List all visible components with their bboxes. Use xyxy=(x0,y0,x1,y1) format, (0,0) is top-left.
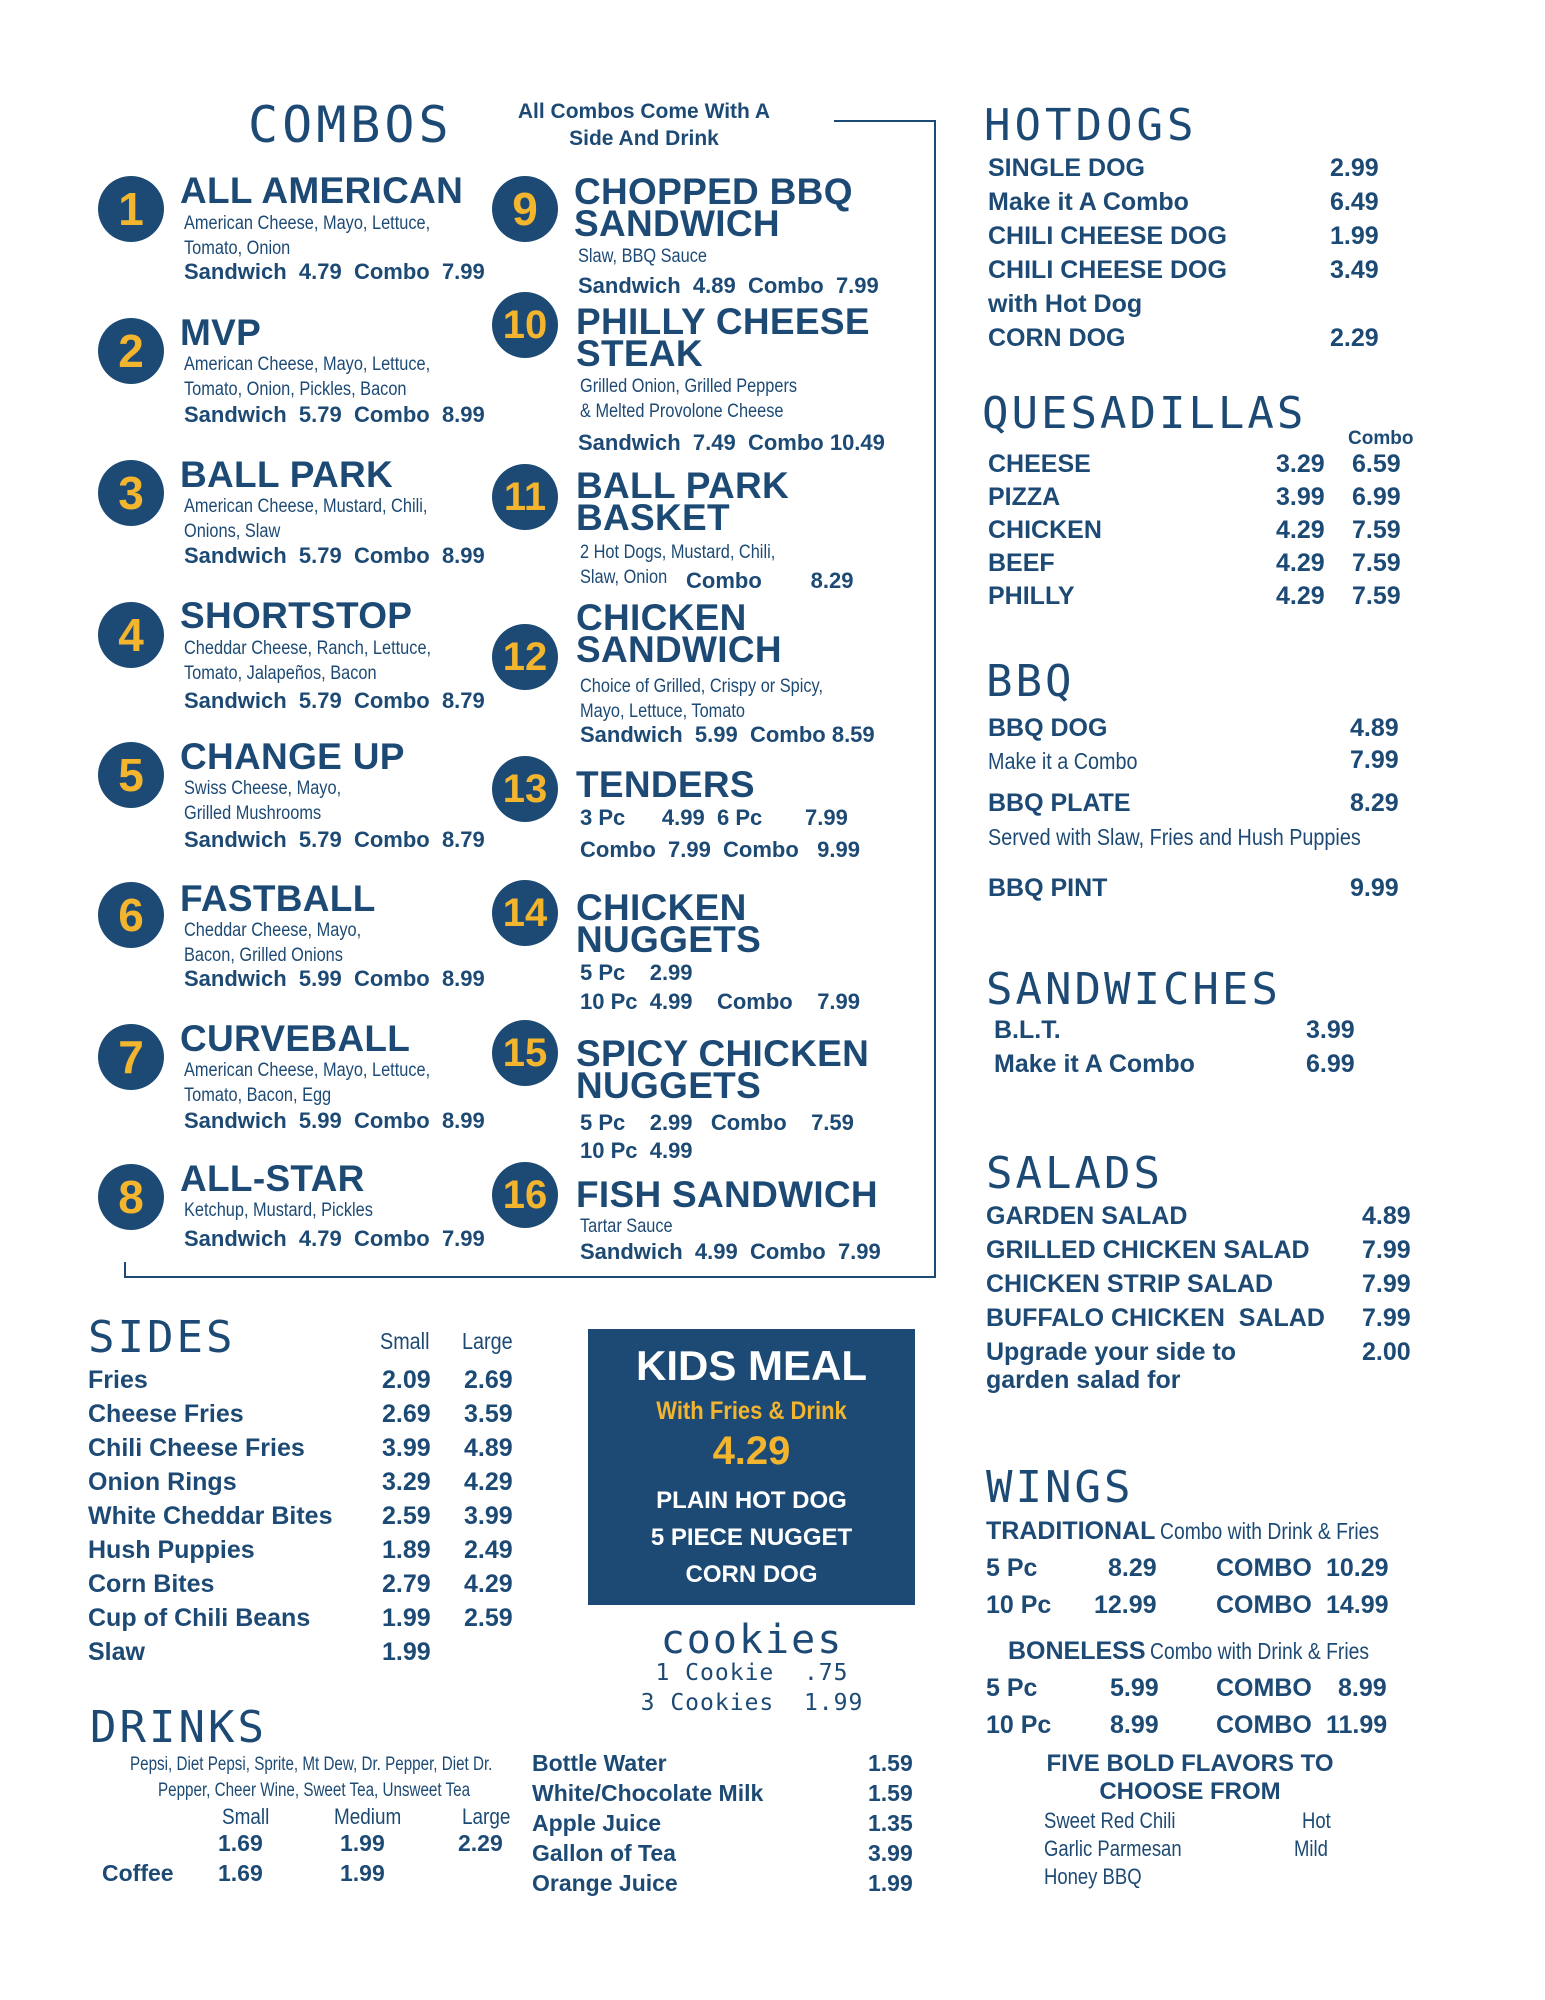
salad-upgrade-line-2: garden salad for xyxy=(986,1366,1181,1394)
kids-meal-price: 4.29 xyxy=(712,1429,791,1473)
wings-title: WINGS xyxy=(986,1462,1134,1513)
kids-meal-item: CORN DOG xyxy=(685,1561,818,1588)
combo-price-line-2: 10 Pc 4.99 xyxy=(580,1138,693,1163)
quesadilla-name: CHEESE xyxy=(988,450,1091,478)
salad-name: GRILLED CHICKEN SALAD xyxy=(986,1236,1310,1264)
quesadilla-name: PHILLY xyxy=(988,582,1075,610)
salad-item[interactable] xyxy=(986,1270,1411,1298)
cookies-line-2[interactable]: 3 Cookies 1.99 xyxy=(640,1690,864,1716)
side-small-price: 2.69 xyxy=(382,1400,431,1428)
side-large-price: 3.99 xyxy=(464,1502,513,1530)
combo-price: Sandwich 5.99 Combo 8.99 xyxy=(184,966,485,991)
combo-name: CURVEBALL xyxy=(180,1018,411,1059)
drinks-medium-label: Medium xyxy=(334,1804,402,1829)
side-item[interactable] xyxy=(88,1400,513,1428)
combo-name: ALL-STAR xyxy=(180,1158,365,1199)
quesadilla-name: PIZZA xyxy=(988,483,1061,511)
sandwich-item[interactable] xyxy=(994,1050,1355,1078)
side-small-price: 2.79 xyxy=(382,1570,431,1598)
combo-price: Combo 8.29 xyxy=(686,568,854,593)
side-large-price: 2.59 xyxy=(464,1604,513,1632)
wings-combo-label: COMBO xyxy=(1216,1711,1312,1739)
quesadillas-combo-label: Combo xyxy=(1348,428,1414,449)
hotdog-name: with Hot Dog xyxy=(988,290,1143,318)
salad-price: 7.99 xyxy=(1362,1304,1411,1332)
combo-name: MVP xyxy=(180,312,262,353)
salad-price: 7.99 xyxy=(1362,1236,1411,1264)
side-name: White Cheddar Bites xyxy=(88,1502,333,1530)
salad-item[interactable] xyxy=(986,1202,1411,1230)
side-name: Cheese Fries xyxy=(88,1400,244,1428)
combos-note: All Combos Come With A Side And Drink xyxy=(517,100,771,150)
quesadilla-item[interactable] xyxy=(988,582,1401,610)
combo-name: CHOPPED BBQ SANDWICH xyxy=(574,171,853,244)
wings-combo-price: 8.99 xyxy=(1338,1674,1387,1702)
sandwich-item[interactable] xyxy=(994,1016,1355,1044)
combo-desc: American Cheese, Mayo, Lettuce, Tomato, Bacon, Egg xyxy=(184,1060,431,1106)
combo-name: SPICY CHICKEN NUGGETS xyxy=(576,1033,870,1106)
bbq-dog-price: 4.89 xyxy=(1350,714,1399,742)
drinks-fountain-line-2: Pepper, Cheer Wine, Sweet Tea, Unsweet Tea xyxy=(158,1780,471,1801)
drink-name: Orange Juice xyxy=(532,1870,678,1896)
wings-flavor: Mild xyxy=(1294,1836,1328,1861)
combo-desc: Tartar Sauce xyxy=(580,1216,673,1237)
combo-price-line-1: 5 Pc 2.99 Combo 7.59 xyxy=(580,1110,854,1135)
quesadilla-combo-price: 7.59 xyxy=(1352,582,1401,610)
side-large-price: 2.69 xyxy=(464,1366,513,1394)
quesadilla-item[interactable] xyxy=(988,549,1401,577)
salad-name: CHICKEN STRIP SALAD xyxy=(986,1270,1274,1298)
side-item[interactable] xyxy=(88,1570,513,1598)
side-small-price: 3.99 xyxy=(382,1434,431,1462)
drinks-coffee-medium[interactable]: 1.99 xyxy=(340,1860,385,1886)
combo-price: Sandwich 5.79 Combo 8.99 xyxy=(184,402,485,427)
sides-large-label: Large xyxy=(462,1328,513,1354)
drink-item[interactable] xyxy=(532,1750,913,1776)
side-small-price: 2.59 xyxy=(382,1502,431,1530)
combo-price: Sandwich 7.49 Combo 10.49 xyxy=(578,430,885,455)
combo-name: CHANGE UP xyxy=(180,736,405,777)
combo-price: Sandwich 5.99 Combo 8.99 xyxy=(184,1108,485,1133)
bbq-combo-price: 7.99 xyxy=(1350,746,1399,774)
drinks-large-price[interactable]: 2.29 xyxy=(458,1830,503,1856)
drinks-small-price[interactable]: 1.69 xyxy=(218,1830,263,1856)
combos-border-left xyxy=(124,1262,126,1278)
combos-border-bottom xyxy=(124,1276,936,1278)
side-large-price: 3.59 xyxy=(464,1400,513,1428)
bbq-dog-item[interactable] xyxy=(988,714,1399,742)
kids-meal-item: PLAIN HOT DOG xyxy=(656,1487,847,1514)
hotdogs-title: HOTDOGS xyxy=(984,100,1198,151)
combos-border-top xyxy=(834,120,936,122)
hotdog-item[interactable] xyxy=(988,324,1379,352)
side-name: Hush Puppies xyxy=(88,1536,255,1564)
combo-name: SHORTSTOP xyxy=(180,595,413,636)
combo-price: Sandwich 5.99 Combo 8.59 xyxy=(580,722,875,747)
combo-desc: Choice of Grilled, Crispy or Spicy, Mayo, Lettuce, Tomato xyxy=(580,676,824,722)
side-item[interactable] xyxy=(88,1434,513,1462)
drink-price: 1.59 xyxy=(868,1750,913,1776)
combo-name: FASTBALL xyxy=(180,878,376,919)
wings-pc: 10 Pc xyxy=(986,1711,1052,1739)
drinks-coffee-label[interactable]: Coffee xyxy=(102,1860,174,1886)
wings-combo-label: COMBO xyxy=(1216,1591,1312,1619)
drink-price: 1.99 xyxy=(868,1870,913,1896)
drink-price: 1.35 xyxy=(868,1810,913,1836)
combo-number-badge: 16 xyxy=(492,1162,558,1228)
bbq-combo-item[interactable] xyxy=(988,746,1399,775)
quesadilla-item[interactable] xyxy=(988,450,1401,478)
side-item[interactable] xyxy=(88,1604,513,1632)
side-name: Corn Bites xyxy=(88,1570,215,1598)
salad-price: 7.99 xyxy=(1362,1270,1411,1298)
combo-price: Sandwich 4.89 Combo 7.99 xyxy=(578,273,879,298)
wings-flavor: Honey BBQ xyxy=(1044,1864,1142,1889)
side-name: Slaw xyxy=(88,1638,145,1666)
combo-name: BALL PARK BASKET xyxy=(576,465,790,538)
drinks-title: DRINKS xyxy=(90,1702,267,1753)
bbq-plate-name: BBQ PLATE xyxy=(988,789,1131,817)
salad-name: BUFFALO CHICKEN SALAD xyxy=(986,1304,1325,1332)
combo-price: Sandwich 5.79 Combo 8.99 xyxy=(184,543,485,568)
sandwich-name: Make it A Combo xyxy=(994,1050,1195,1078)
combo-desc: Ketchup, Mustard, Pickles xyxy=(184,1200,373,1221)
quesadilla-price: 4.29 xyxy=(1276,582,1325,610)
combo-name: FISH SANDWICH xyxy=(576,1174,878,1215)
quesadilla-price: 3.29 xyxy=(1276,450,1325,478)
side-large-price: 4.29 xyxy=(464,1570,513,1598)
combo-number-badge: 3 xyxy=(98,460,164,526)
bbq-plate-desc: Served with Slaw, Fries and Hush Puppies xyxy=(988,824,1361,850)
wings-traditional-header xyxy=(986,1518,1421,1545)
side-item[interactable] xyxy=(88,1502,513,1530)
bbq-pint-name: BBQ PINT xyxy=(988,874,1108,902)
bbq-title: BBQ xyxy=(986,656,1075,707)
combo-desc: Swiss Cheese, Mayo, Grilled Mushrooms xyxy=(184,778,342,824)
hotdog-item[interactable] xyxy=(988,222,1379,250)
wings-traditional-note: Combo with Drink & Fries xyxy=(1159,1518,1379,1544)
salad-upgrade-line-1: Upgrade your side to xyxy=(986,1338,1237,1366)
combo-desc: American Cheese, Mayo, Lettuce, Tomato, Onion, Pickles, Bacon xyxy=(184,354,431,400)
drinks-small-label: Small xyxy=(222,1804,270,1829)
bbq-dog-name: BBQ DOG xyxy=(988,714,1108,742)
quesadilla-price: 3.99 xyxy=(1276,483,1325,511)
sides-title: SIDES xyxy=(88,1312,236,1363)
wings-row[interactable] xyxy=(986,1554,1389,1582)
drink-name: White/Chocolate Milk xyxy=(532,1780,764,1806)
wings-combo-price: 14.99 xyxy=(1326,1591,1389,1619)
combo-desc: Cheddar Cheese, Mayo, Bacon, Grilled Onions xyxy=(184,920,362,966)
side-small-price: 3.29 xyxy=(382,1468,431,1496)
side-item[interactable] xyxy=(88,1536,513,1564)
side-small-price: 1.99 xyxy=(382,1638,431,1666)
side-name: Chili Cheese Fries xyxy=(88,1434,305,1462)
wings-boneless-header xyxy=(1008,1638,1411,1665)
salad-name: GARDEN SALAD xyxy=(986,1202,1188,1230)
wings-combo-price: 10.29 xyxy=(1326,1554,1389,1582)
drinks-medium-price[interactable]: 1.99 xyxy=(340,1830,385,1856)
combo-number-badge: 4 xyxy=(98,602,164,668)
drink-item[interactable] xyxy=(532,1810,913,1836)
hotdog-name: CORN DOG xyxy=(988,324,1126,352)
combo-price: Sandwich 4.79 Combo 7.99 xyxy=(184,1226,485,1251)
quesadilla-price: 4.29 xyxy=(1276,516,1325,544)
quesadilla-item[interactable] xyxy=(988,516,1401,544)
hotdog-name: CHILI CHEESE DOG xyxy=(988,222,1227,250)
combo-number-badge: 15 xyxy=(492,1020,558,1086)
bbq-combo-label: Make it a Combo xyxy=(988,748,1138,774)
kids-meal-box[interactable] xyxy=(588,1329,915,1605)
wings-flavors-title-1: FIVE BOLD FLAVORS TO xyxy=(1046,1750,1334,1777)
side-small-price: 1.89 xyxy=(382,1536,431,1564)
salad-price: 4.89 xyxy=(1362,1202,1411,1230)
quesadilla-combo-price: 7.59 xyxy=(1352,516,1401,544)
salads-title: SALADS xyxy=(986,1148,1163,1199)
wings-row[interactable] xyxy=(986,1591,1389,1619)
wings-flavor: Garlic Parmesan xyxy=(1044,1836,1182,1861)
bbq-plate-item[interactable] xyxy=(988,789,1399,817)
drink-price: 3.99 xyxy=(868,1840,913,1866)
quesadilla-combo-price: 6.59 xyxy=(1352,450,1401,478)
quesadilla-combo-price: 6.99 xyxy=(1352,483,1401,511)
hotdog-item[interactable] xyxy=(988,256,1379,284)
drink-item[interactable] xyxy=(532,1840,913,1866)
wings-row[interactable] xyxy=(986,1674,1387,1702)
drinks-large-label: Large xyxy=(462,1804,511,1829)
wings-combo-price: 11.99 xyxy=(1326,1711,1388,1739)
cookies-line-1[interactable]: 1 Cookie .75 xyxy=(655,1660,849,1686)
hotdog-name: CHILI CHEESE DOG xyxy=(988,256,1227,284)
wings-pc: 5 Pc xyxy=(986,1674,1038,1702)
bbq-plate-price: 8.29 xyxy=(1350,789,1399,817)
wings-boneless-label: BONELESS xyxy=(1008,1637,1146,1665)
hotdog-price: 6.49 xyxy=(1330,188,1379,216)
hotdog-item[interactable] xyxy=(988,188,1379,216)
kids-meal-title: KIDS MEAL xyxy=(636,1342,867,1389)
drink-item[interactable] xyxy=(532,1870,913,1896)
combo-number-badge: 11 xyxy=(492,464,558,530)
side-name: Onion Rings xyxy=(88,1468,237,1496)
drink-item[interactable] xyxy=(532,1780,913,1806)
combos-title: COMBOS xyxy=(248,96,453,154)
drink-name: Bottle Water xyxy=(532,1750,667,1776)
hotdog-item[interactable] xyxy=(988,154,1379,182)
side-item[interactable] xyxy=(88,1638,431,1666)
combo-price: Sandwich 4.79 Combo 7.99 xyxy=(184,259,485,284)
salad-upgrade[interactable] xyxy=(986,1338,1411,1366)
combo-number-badge: 1 xyxy=(98,176,164,242)
combo-desc: Cheddar Cheese, Ranch, Lettuce, Tomato, Jalapeños, Bacon xyxy=(184,638,432,684)
combo-price-line-2: Combo 7.99 Combo 9.99 xyxy=(580,837,860,862)
combo-number-badge: 2 xyxy=(98,318,164,384)
side-item[interactable] xyxy=(88,1366,513,1394)
drinks-fountain-line-1: Pepsi, Diet Pepsi, Sprite, Mt Dew, Dr. Pepper, Diet Dr. xyxy=(130,1754,493,1775)
quesadilla-combo-price: 7.59 xyxy=(1352,549,1401,577)
combo-name: TENDERS xyxy=(576,764,755,805)
combo-name: CHICKEN SANDWICH xyxy=(576,597,782,670)
hotdog-item xyxy=(988,292,1142,317)
combo-name: ALL AMERICAN xyxy=(180,170,464,211)
hotdog-name: SINGLE DOG xyxy=(988,154,1145,182)
hotdog-price: 2.29 xyxy=(1330,324,1379,352)
quesadillas-title: QUESADILLAS xyxy=(982,388,1307,439)
kids-meal-subtitle: With Fries & Drink xyxy=(656,1397,847,1425)
side-small-price: 2.09 xyxy=(382,1366,431,1394)
combo-number-badge: 10 xyxy=(492,292,558,358)
combo-desc: Grilled Onion, Grilled Peppers & Melted Provolone Cheese xyxy=(580,376,798,422)
wings-price: 12.99 xyxy=(1094,1591,1157,1619)
quesadilla-name: CHICKEN xyxy=(988,516,1102,544)
drink-price: 1.59 xyxy=(868,1780,913,1806)
quesadilla-item[interactable] xyxy=(988,483,1401,511)
cookies-title: cookies xyxy=(660,1617,844,1663)
bbq-pint-price: 9.99 xyxy=(1350,874,1399,902)
hotdog-price: 1.99 xyxy=(1330,222,1379,250)
drink-name: Gallon of Tea xyxy=(532,1840,676,1866)
wings-price: 5.99 xyxy=(1110,1674,1159,1702)
combo-desc: American Cheese, Mustard, Chili, Onions, Slaw xyxy=(184,496,428,542)
combo-desc: American Cheese, Mayo, Lettuce, Tomato, Onion xyxy=(184,213,431,259)
wings-combo-label: COMBO xyxy=(1216,1554,1312,1582)
combo-number-badge: 6 xyxy=(98,882,164,948)
side-large-price: 4.29 xyxy=(464,1468,513,1496)
drink-name: Apple Juice xyxy=(532,1810,662,1836)
wings-pc: 10 Pc xyxy=(986,1591,1052,1619)
wings-row[interactable] xyxy=(986,1711,1388,1739)
combo-number-badge: 13 xyxy=(492,756,558,822)
combo-price: Sandwich 5.79 Combo 8.79 xyxy=(184,688,485,713)
sandwich-price: 3.99 xyxy=(1306,1016,1355,1044)
combo-number-badge: 7 xyxy=(98,1024,164,1090)
side-small-price: 1.99 xyxy=(382,1604,431,1632)
salad-item[interactable] xyxy=(986,1304,1411,1332)
quesadilla-name: BEEF xyxy=(988,549,1055,577)
wings-boneless-note: Combo with Drink & Fries xyxy=(1149,1638,1370,1664)
wings-combo-label: COMBO xyxy=(1216,1674,1312,1702)
combo-number-badge: 9 xyxy=(492,176,558,242)
combo-price: Sandwich 4.99 Combo 7.99 xyxy=(580,1239,881,1264)
combo-price-line-1: 5 Pc 2.99 xyxy=(580,960,693,985)
hotdog-name: Make it A Combo xyxy=(988,188,1189,216)
wings-traditional-label: TRADITIONAL xyxy=(986,1517,1156,1545)
salad-upgrade-price: 2.00 xyxy=(1362,1338,1411,1366)
side-item[interactable] xyxy=(88,1468,513,1496)
sandwich-name: B.L.T. xyxy=(994,1016,1061,1044)
wings-flavors-title-2: CHOOSE FROM xyxy=(1099,1778,1281,1805)
hotdog-price: 2.99 xyxy=(1330,154,1379,182)
bbq-pint-item[interactable] xyxy=(988,874,1399,902)
combo-name: PHILLY CHEESE STEAK xyxy=(576,301,870,374)
quesadilla-price: 4.29 xyxy=(1276,549,1325,577)
wings-pc: 5 Pc xyxy=(986,1554,1038,1582)
combo-price: Sandwich 5.79 Combo 8.79 xyxy=(184,827,485,852)
combo-price-line-2: 10 Pc 4.99 Combo 7.99 xyxy=(580,989,861,1014)
side-large-price: 2.49 xyxy=(464,1536,513,1564)
combos-border-right xyxy=(934,120,936,1278)
side-name: Cup of Chili Beans xyxy=(88,1604,311,1632)
combo-number-badge: 14 xyxy=(492,880,558,946)
combo-desc: 2 Hot Dogs, Mustard, Chili, Slaw, Onion xyxy=(580,542,776,588)
wings-price: 8.29 xyxy=(1108,1554,1157,1582)
sandwiches-title: SANDWICHES xyxy=(986,964,1281,1015)
combo-number-badge: 5 xyxy=(98,742,164,808)
wings-price: 8.99 xyxy=(1110,1711,1159,1739)
sandwich-price: 6.99 xyxy=(1306,1050,1355,1078)
hotdog-price: 3.49 xyxy=(1330,256,1379,284)
side-large-price: 4.89 xyxy=(464,1434,513,1462)
salad-item[interactable] xyxy=(986,1236,1411,1264)
sides-small-label: Small xyxy=(380,1328,430,1354)
combo-number-badge: 12 xyxy=(492,624,558,690)
wings-flavor: Sweet Red Chili xyxy=(1044,1808,1176,1833)
drinks-coffee-small[interactable]: 1.69 xyxy=(218,1860,263,1886)
combo-number-badge: 8 xyxy=(98,1164,164,1230)
combo-name: BALL PARK xyxy=(180,454,394,495)
kids-meal-item: 5 PIECE NUGGET xyxy=(650,1524,853,1551)
combo-desc: Slaw, BBQ Sauce xyxy=(578,246,707,267)
combo-price-line-1: 3 Pc 4.99 6 Pc 7.99 xyxy=(580,805,848,830)
wings-flavor: Hot xyxy=(1302,1808,1331,1833)
side-name: Fries xyxy=(88,1366,148,1394)
combo-name: CHICKEN NUGGETS xyxy=(576,887,762,960)
